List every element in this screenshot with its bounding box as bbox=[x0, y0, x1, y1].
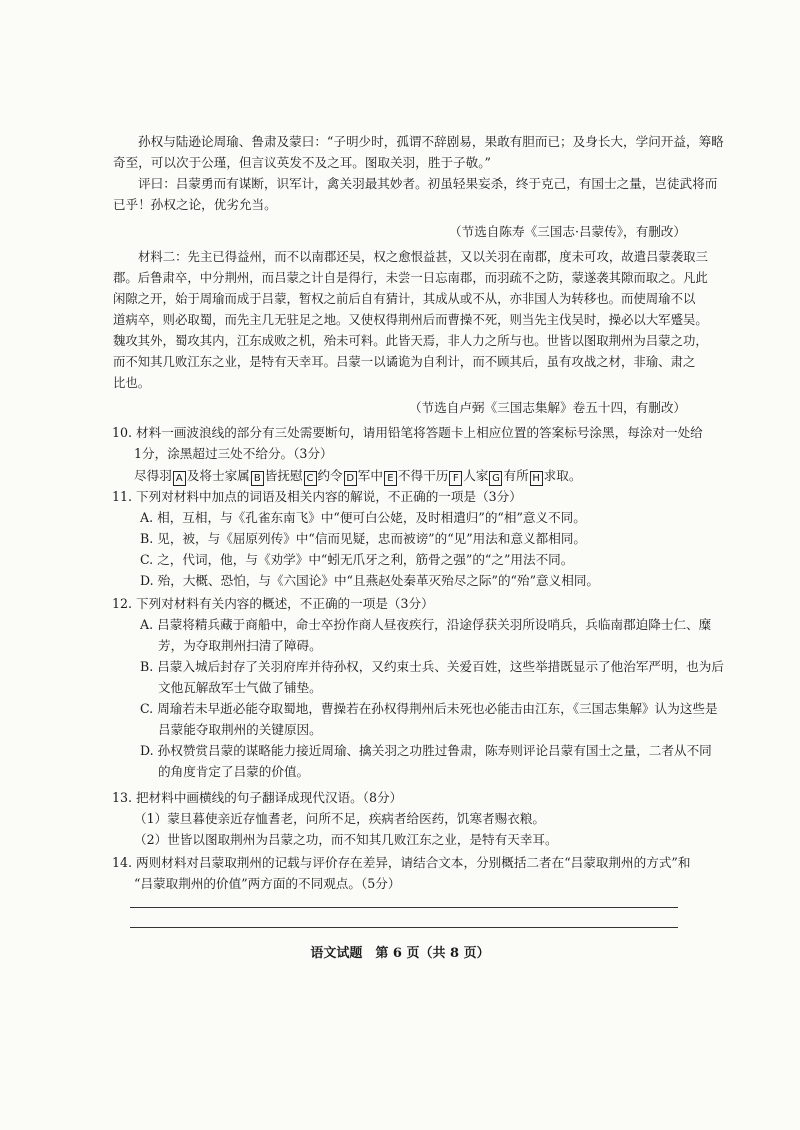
question-14 bbox=[112, 852, 690, 894]
option-d[interactable] bbox=[112, 740, 724, 782]
question-stem: 12. 下列对材料有关内容的概述，不正确的一项是（3分） bbox=[112, 596, 434, 611]
break-option-h[interactable]: H bbox=[530, 471, 543, 486]
passage-line: 比也。 bbox=[113, 375, 151, 390]
option-line: 的角度肯定了吕蒙的价值。 bbox=[158, 764, 310, 779]
option-a[interactable]: A. 相，互相，与《孔雀东南飞》中“便可白公姥，及时相遣归”的“相”意义不同。 bbox=[140, 510, 586, 525]
answer-line[interactable] bbox=[130, 927, 678, 928]
question-stem: 1分，涂黑超过三处不给分。（3分） bbox=[134, 446, 333, 461]
option-b[interactable] bbox=[112, 656, 724, 698]
segment: 求取。 bbox=[543, 468, 582, 483]
passage-line: 奇至，可以次于公瑾，但言议英发不及之耳。图取关羽，胜于子敬。” bbox=[113, 155, 491, 170]
break-option-b[interactable]: B bbox=[251, 471, 264, 486]
segment: 军中 bbox=[357, 468, 383, 483]
question-stem: 10. 材料一画波浪线的部分有三处需要断句，请用铅笔将答题卡上相应位置的答案标号涂黑，每涂对一处给 bbox=[112, 425, 703, 440]
question-stem: 11. 下列对材料中加点的词语及相关内容的解说，不正确的一项是（3分） bbox=[112, 489, 522, 504]
option-d[interactable]: D. 殆，大概、恐怕，与《六国论》中“且燕赵处秦革灭殆尽之际”的“殆”意义相同。 bbox=[140, 573, 600, 588]
break-option-c[interactable]: C bbox=[304, 471, 317, 486]
option-line: 文他瓦解敌军士气做了铺垫。 bbox=[158, 680, 322, 695]
break-option-d[interactable]: D bbox=[344, 471, 357, 486]
option-line: D. 孙权赞赏吕蒙的谋略能力接近周瑜、擒关羽之功胜过鲁肃，陈寿则评论吕蒙有国士之量，二者从不同 bbox=[140, 743, 712, 758]
question-12 bbox=[112, 593, 724, 782]
option-b[interactable]: B. 见，被，与《屈原列传》中“信而见疑，忠而被谤”的“见”用法和意义都相同。 bbox=[140, 531, 587, 546]
option-line: 芳，为夺取荆州扫清了障碍。 bbox=[158, 638, 322, 653]
option-c[interactable]: C. 之，代词，他，与《劝学》中“蚓无爪牙之利，筋骨之强”的“之”用法不同。 bbox=[140, 552, 574, 567]
question-stem: “吕蒙取荆州的价值”两方面的不同观点。（5分） bbox=[134, 876, 401, 891]
option-line: 吕蒙能夺取荆州的关键原因。 bbox=[158, 722, 322, 737]
option-line: A. 吕蒙将精兵藏于商船中，命士卒扮作商人昼夜疾行，沿途俘获关羽所设哨兵，兵临南郡迫降士仁、糜 bbox=[140, 617, 712, 632]
passage-line: 而不知其几败江东之业，是特有天幸耳。吕蒙一以谲诡为自利计，而不顾其后，虽有攻战之材，非瑜、肃之 bbox=[113, 354, 696, 369]
break-option-a[interactable]: A bbox=[173, 471, 186, 486]
passage-line: 孙权与陆逊论周瑜、鲁肃及蒙曰：“子明少时，孤谓不辞剧易，果敢有胆而已；及身长大，学问开益，筹略 bbox=[138, 134, 724, 149]
break-option-e[interactable]: E bbox=[384, 471, 397, 486]
passage-two bbox=[113, 246, 708, 393]
passage-line: 材料二：先主已得益州，而不以南郡还吴，权之愈恨益甚，又以关羽在南郡，度未可攻，故遣吕蒙袭取三 bbox=[138, 249, 708, 264]
segment: 约令 bbox=[317, 468, 343, 483]
segment: 尽得羽 bbox=[134, 468, 172, 483]
passage-line: 道病卒，则必取蜀，而先主几无驻足之地。又使权得荆州后而曹操不死，则当先主伐吴时，操必以大军蹙吴。 bbox=[113, 312, 708, 327]
passage-line: 评曰：吕蒙勇而有谋断，识军计，禽关羽最其妙者。初虽轻果妄杀，终于克己，有国士之量，岂徒武将而 bbox=[138, 176, 718, 191]
break-option-g[interactable]: G bbox=[489, 471, 502, 486]
question-10 bbox=[112, 422, 703, 486]
passage-one-source: （节选自陈寿《三国志·吕蒙传》，有删改） bbox=[449, 224, 686, 239]
segment: 人家 bbox=[463, 468, 489, 483]
passage-line: 魏攻其外，蜀攻其内，江东成败之机，殆未可料。此皆天焉，非人力之所与也。世皆以图取荆州为吕蒙之功， bbox=[113, 333, 708, 348]
option-line: C. 周瑜若未早逝必能夺取蜀地，曹操若在孙权得荆州后未死也必能击由江东，《三国志集解》认为这些是 bbox=[140, 701, 718, 716]
option-c[interactable] bbox=[112, 698, 724, 740]
question-stem: 13. 把材料中画横线的句子翻译成现代汉语。（8分） bbox=[112, 790, 403, 805]
segment: 及将士家属 bbox=[186, 468, 250, 483]
option-line: B. 吕蒙入城后封存了关羽府库并待孙权，又约束士兵、关爱百姓，这些举措既显示了他治军严明，也为后 bbox=[140, 659, 724, 674]
segment: 皆抚慰 bbox=[264, 468, 303, 483]
passage-line: 郡。后鲁肃卒，中分荆州，而吕蒙之计自是得行，未尝一日忘南郡，而羽疏不之防，蒙遂袭其隙而取之。凡此 bbox=[113, 270, 708, 285]
segment: 不得干历 bbox=[397, 468, 449, 483]
option-a[interactable] bbox=[112, 614, 724, 656]
answer-line[interactable] bbox=[130, 907, 678, 908]
page-footer: 语文试题 第 6 页（共 8 页） bbox=[310, 946, 490, 961]
translation-item: （1）蒙旦暮使亲近存恤耆老，问所不足，疾病者给医药，饥寒者赐衣粮。 bbox=[134, 811, 546, 826]
passage-two-source: （节选自卢弼《三国志集解》卷五十四，有删改） bbox=[408, 400, 686, 415]
question-11 bbox=[112, 486, 599, 591]
passage-line: 已乎！孙权之论，优劣允当。 bbox=[113, 197, 277, 212]
segment: 有所 bbox=[503, 468, 529, 483]
translation-item: （2）世皆以图取荆州为吕蒙之功，而不知其几败江东之业，是特有天幸耳。 bbox=[134, 832, 558, 847]
break-option-f[interactable]: F bbox=[449, 471, 462, 486]
passage-line: 闲隙之开，始于周瑜而成于吕蒙，暂权之前后自有猜计，其成从或不从，亦非国人为转移也。而使周瑜不以 bbox=[113, 291, 696, 306]
question-13 bbox=[112, 787, 558, 850]
question-stem: 14. 两则材料对吕蒙取荆州的记载与评价存在差异，请结合文本，分别概括二者在“吕蒙取荆州的方式”和 bbox=[112, 855, 691, 870]
passage-one bbox=[113, 131, 724, 215]
sentence-break-line bbox=[112, 465, 703, 486]
